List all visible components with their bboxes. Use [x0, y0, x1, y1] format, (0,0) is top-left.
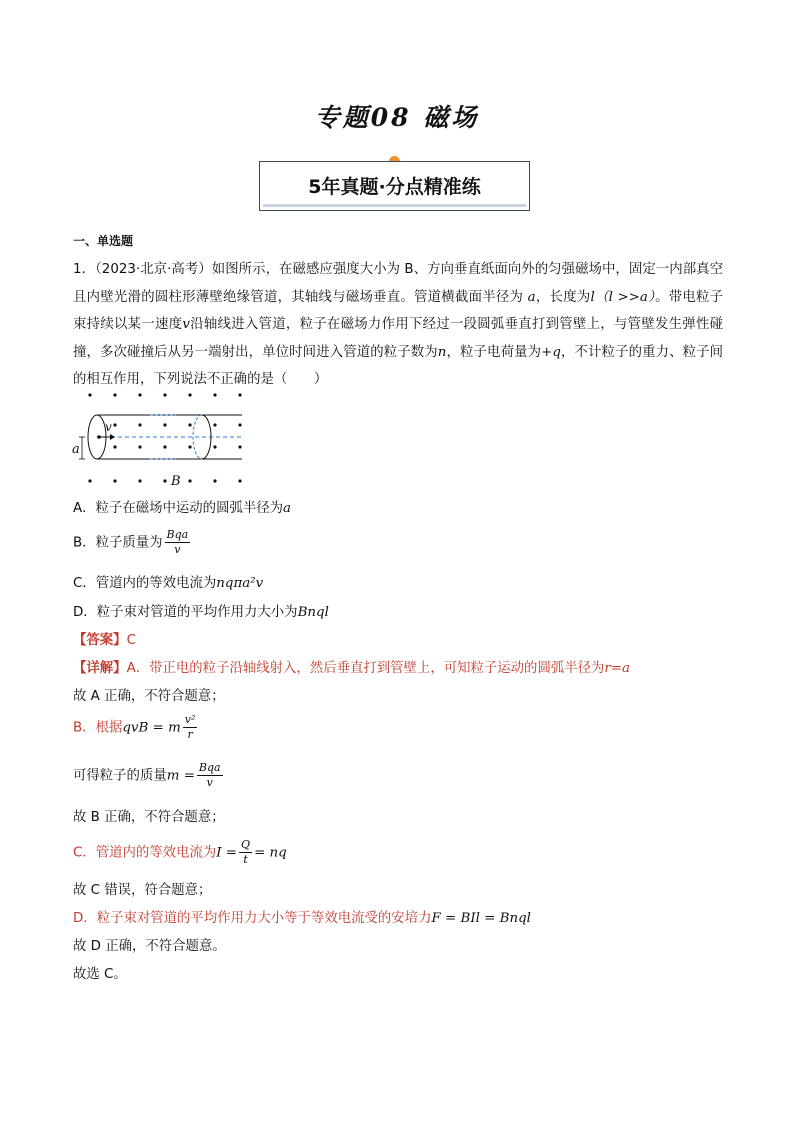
label-v: v [105, 420, 112, 434]
detail-b: B．根据qvB = m $\frac{\text{v²}}{r}$ [73, 713, 196, 741]
answer-line [73, 629, 136, 648]
section-banner [259, 156, 532, 214]
option-c: C．管道内的等效电流为nqπa²v [73, 576, 264, 591]
option-a: A．粒子在磁场中运动的圆弧半径为a [73, 501, 292, 516]
answer-label: 【答案】 [73, 633, 127, 648]
page-title: 专题08 磁场 [314, 103, 480, 132]
option-b: B．粒子质量为 $\frac{\text{Bqa}}{v}$ [73, 528, 189, 556]
detail-a: 【详解】A．带正电的粒子沿轴线射入，然后垂直打到管壁上，可知粒子运动的圆弧半径为r=a [73, 661, 631, 676]
question-number: 1． [73, 262, 96, 277]
detail-b-mass: 可得粒子的质量m = $\frac{\text{Bqa}}{v}$ [73, 761, 221, 789]
option-d: D．粒子束对管道的平均作用力大小为Bnql [73, 605, 329, 620]
final-choice: 故选 C。 [73, 967, 127, 982]
detail-c-conclusion: 故 C 错误，符合题意； [73, 883, 212, 898]
answer-value: C [126, 633, 136, 648]
detail-b-conclusion: 故 B 正确，不符合题意； [73, 810, 225, 825]
banner-box [259, 161, 530, 211]
detail-c: C．管道内的等效电流为I = $\frac{Q}{t}$ = nq [73, 838, 287, 866]
label-B: B [171, 474, 181, 489]
question-source: （2023·北京·高考） [95, 262, 212, 277]
detail-d: D．粒子束对管道的平均作用力大小等于等效电流受的安培力F = BIl = Bnql [73, 911, 531, 926]
pipe-figure [70, 384, 260, 490]
detail-d-conclusion: 故 D 正确，不符合题意。 [73, 939, 226, 954]
question-stem: 1．（2023·北京·高考）如图所示，在磁感应强度大小为 B、方向垂直纸面向外的匀强磁场中，固定一内部真空且内壁光滑的圆柱形薄壁绝缘管道，其轴线与磁场垂直。管道横截面半径为 a，长度为l（l >>a）。带电粒子束持续以某一速度v沿轴线进入管道，粒子在磁场力作用下经过一段圆弧垂直打到管壁上，与管壁发生弹性碰撞，多次碰撞后从另一端射出，单位时间进入管道的粒子数为n，粒子电荷量为+q，不计粒子的重力、粒子间的相互作用，下列说法不正确的是（ ） [73, 262, 724, 387]
detail-a-conclusion: 故 A 正确，不符合题意； [73, 689, 225, 704]
label-a: a [72, 442, 80, 457]
detail-label: 【详解】 [73, 661, 127, 676]
section-heading: 一、单选题 [73, 234, 134, 248]
banner-text: 5年真题·分点精准练 [308, 176, 481, 198]
